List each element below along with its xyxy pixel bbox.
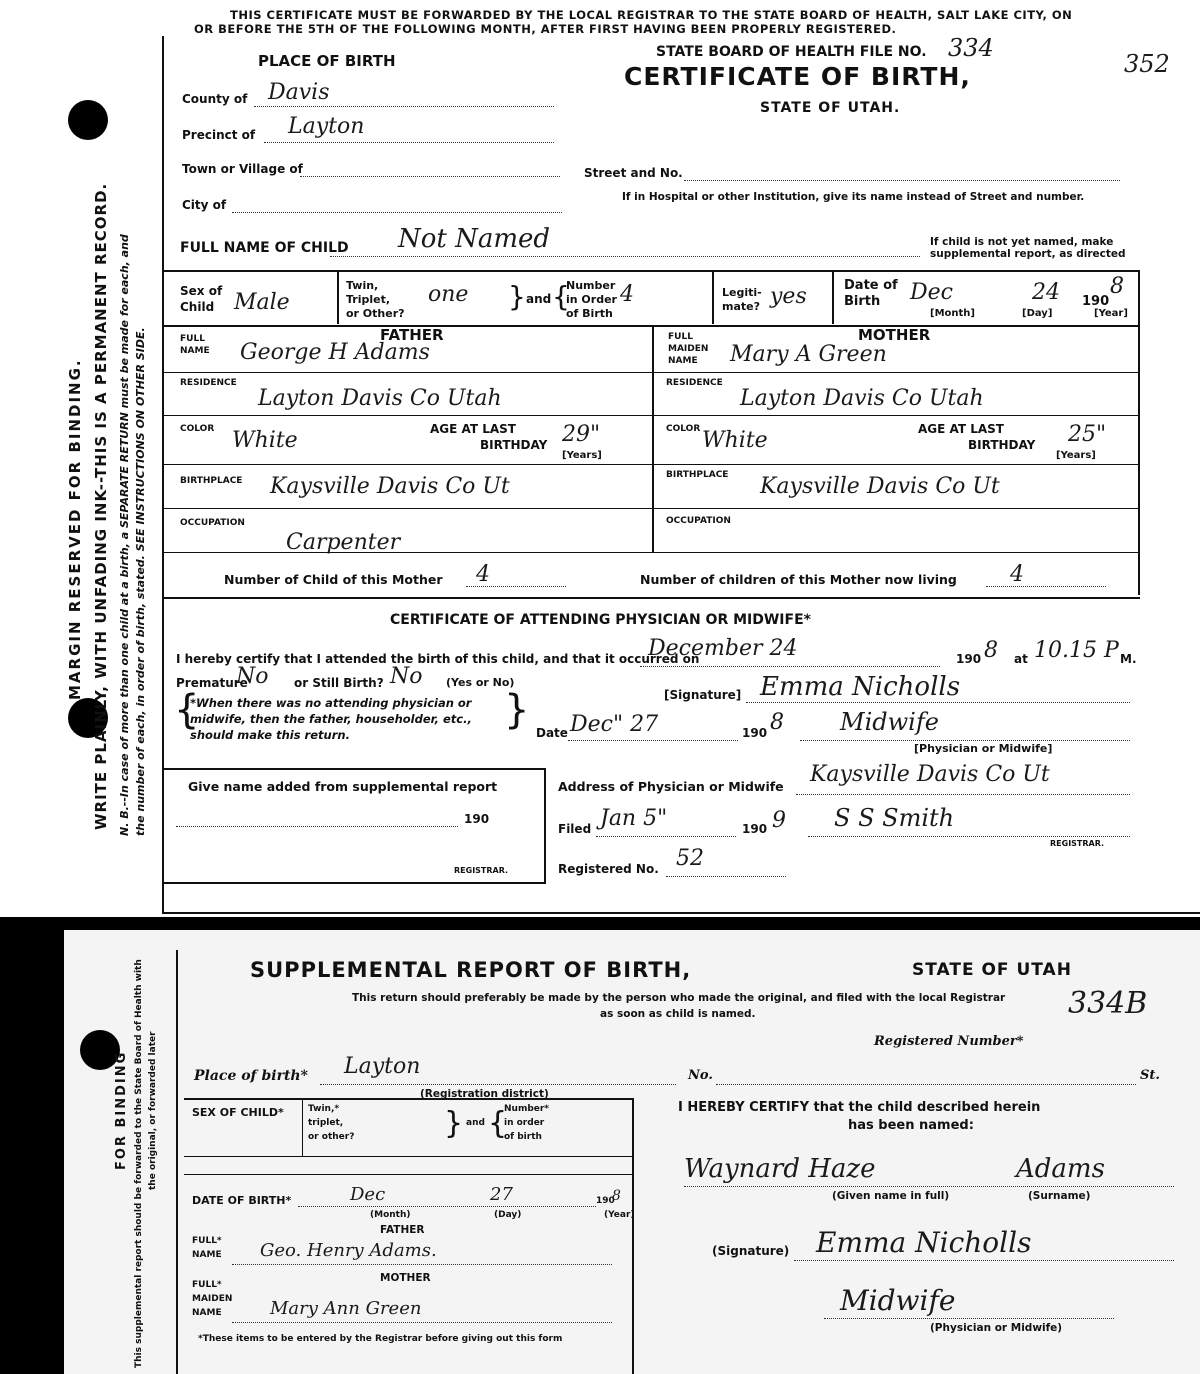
supplemental-state: STATE OF UTAH <box>912 960 1072 980</box>
twin-value: one <box>428 282 469 307</box>
father-color-value: White <box>232 428 298 453</box>
sex-label: Child <box>180 300 215 314</box>
occurred-date: December 24 <box>648 636 798 661</box>
city-label: City of <box>182 198 227 212</box>
given-caption: (Given name in full) <box>832 1190 950 1202</box>
surname-value: Adams <box>1016 1154 1105 1184</box>
date-label: Date <box>536 726 568 740</box>
father-name-label: FULL <box>180 334 205 344</box>
and-label: and <box>526 292 552 306</box>
certify-text: has been named: <box>848 1118 974 1133</box>
place-heading: PLACE OF BIRTH <box>258 52 396 70</box>
mother-occupation-label: OCCUPATION <box>666 516 731 526</box>
father-residence-value: Layton Davis Co Utah <box>258 386 502 411</box>
no-label: No. <box>688 1068 713 1083</box>
filed-label: Filed <box>558 822 592 836</box>
dob-day: 24 <box>1032 280 1060 305</box>
street-label: Street and No. <box>584 166 683 180</box>
day-caption: [Day] <box>1022 308 1053 319</box>
registrar-caption: REGISTRAR. <box>1050 839 1105 848</box>
precinct-value: Layton <box>288 114 365 139</box>
twin-label: triplet, <box>308 1118 344 1128</box>
header-instruction: THIS CERTIFICATE MUST BE FORWARDED BY THE LOCAL REGISTRAR TO THE STATE BOARD OF HEALTH, SALT LAKE CITY, ON <box>230 8 1073 22</box>
and-label: and <box>466 1118 485 1128</box>
given-name-value: Waynard Haze <box>684 1154 876 1184</box>
years-caption: [Years] <box>562 450 602 461</box>
twin-label: Triplet, <box>346 293 391 306</box>
certificate-title: CERTIFICATE OF BIRTH, <box>624 62 971 91</box>
margin-number: 334B <box>1068 986 1148 1021</box>
file-no-label: STATE BOARD OF HEALTH FILE NO. <box>656 44 927 60</box>
twin-label: Twin, <box>346 279 379 292</box>
town-label: Town or Village of <box>182 162 303 176</box>
stillbirth-value: No <box>390 664 423 689</box>
hospital-note: If in Hospital or other Institution, give its name instead of Street and number. <box>622 191 1085 203</box>
file-no-value: 334 <box>948 34 994 62</box>
registered-label: Registered No. <box>558 862 659 876</box>
title-caption: (Physician or Midwife) <box>930 1322 1063 1334</box>
mother-age-label: BIRTHDAY <box>968 438 1036 452</box>
mother-label: NAME <box>192 1308 222 1318</box>
order-label: Number <box>566 279 616 292</box>
father-birthplace-value: Kaysville Davis Co Ut <box>270 474 510 499</box>
year-prefix: 190 <box>742 726 768 740</box>
physician-title: Midwife <box>840 708 939 736</box>
father-age-label: AGE AT LAST <box>430 422 516 436</box>
month-caption: [Month] <box>930 308 975 319</box>
order-label: in Order <box>566 293 617 306</box>
father-name-label: NAME <box>180 346 210 356</box>
binding-hole <box>68 100 108 140</box>
sex-label: SEX OF CHILD* <box>192 1106 284 1119</box>
legit-label: Legiti- <box>722 286 762 299</box>
intro-text: This return should preferably be made by the person who made the original, and filed with the local Registrar <box>352 992 1006 1004</box>
not-named-note: supplemental report, as directed <box>930 248 1126 260</box>
year-prefix: 190 <box>742 822 768 836</box>
twin-label: or Other? <box>346 307 405 320</box>
number-label: of birth <box>504 1132 542 1142</box>
margin-warning: WRITE PLAINLY, WITH UNFADING INK--THIS IS A PERMANENT RECORD. <box>92 182 110 830</box>
sex-label: Sex of <box>180 284 223 298</box>
supp-year: 190 <box>464 812 490 826</box>
legit-value: yes <box>770 284 807 309</box>
dob-label: DATE OF BIRTH* <box>192 1194 292 1207</box>
mother-heading: MOTHER <box>380 1272 431 1284</box>
margin-instruction: N. B.--In case of more than one child at a birth, a SEPARATE RETURN must be made for each, and <box>118 234 131 836</box>
margin-number: 352 <box>1124 50 1170 78</box>
margin-instruction: This supplemental report should be forwarded to the State Board of Health with <box>134 959 144 1368</box>
time-value: 10.15 P <box>1034 638 1119 663</box>
yesno-label: (Yes or No) <box>446 676 515 689</box>
mother-name-label: NAME <box>668 356 698 366</box>
dob-year-suffix: 8 <box>1110 274 1124 299</box>
day-caption: (Day) <box>494 1210 522 1220</box>
birth-certificate: MARGIN RESERVED FOR BINDING. WRITE PLAINLY, WITH UNFADING INK--THIS IS A PERMANENT RECORD. N. B.--In case of more than one child at a birth, a SEPARATE RETURN must be made for each, and the number of each, in order of birth, stated. SEE INSTRUCTIONS ON OTHER SIDE. THIS CERTIFICATE MUST BE FORWARDED BY THE LOCAL REGISTRAR TO THE STATE BOARD OF HEALTH, SALT LAKE CITY, ON OR BEFORE THE 5TH OF THE FOLLOWING MONTH, AFTER FIRST HAVING BEEN PROPERLY REGISTERED. PLACE OF BIRTH STATE BOARD OF HEALTH FILE NO. 334 352 CERTIFICATE OF BIRTH, STATE OF UTAH. County of Davis Precinct of Layton Town or Village of City of Street and No. If in Hospital or other Institution, give its name instead of Street and number. FULL NAME OF CHILD Not Named If child is not yet named, make supplemental report, as directed Sex of Child Male Twin, Triplet, or Other? one } and { Number in Order of Birth 4 Legiti- mate? yes Date of Birth Dec 24 190 8 [Month] [Day] [Year] FATHER FULL NAME George H Adams RESIDENCE Layton Davis Co Utah COLOR White AGE AT LAST BIRTHDAY 29" [Years] BIRTHPLACE Kaysville Davis Co Ut OCCUPATION Carpenter MOTHER FULL MAIDEN NAME Mary A Green RESIDENCE Layton Davis Co Utah COLOR White AGE AT LAST BIRTHDAY 25" [Years] BIRTHPLACE Kaysville Davis Co Ut OCCUPATION Number of Child of this Mother 4 Number of children of this Mother now living 4 CERTIFICATE OF ATTENDING PHYSICIAN OR MIDWIFE* I hereby certify that I attended the birth of this child, and that it occurred on December 24 190 8 at 10.15 P M. Premature No or Still Birth? No (Yes or No) { } *When there was no attending physician or midwife, then the father, householder, etc., should make this return. [Signature] Emma Nicholls Date Dec" 27 190 8 Midwife [Physician or Midwife] Give name added from supplemental report 190 REGISTRAR. Address of Physician or Midwife Kaysville Davis Co Ut Filed Jan 5" 190 9 S S Smith REGISTRAR. Registered No. 52 <box>0 0 1200 917</box>
filed-date: Jan 5" <box>600 806 668 831</box>
mother-residence-value: Layton Davis Co Utah <box>740 386 984 411</box>
mother-name-value: Mary A Green <box>730 342 887 367</box>
mother-name-value: Mary Ann Green <box>270 1298 422 1319</box>
county-label: County of <box>182 92 248 106</box>
signature-value: Emma Nicholls <box>816 1226 1032 1259</box>
year-caption: [Year] <box>1094 308 1128 319</box>
father-occupation-value: Carpenter <box>286 530 401 555</box>
address-value: Kaysville Davis Co Ut <box>810 762 1050 787</box>
physician-signature: Emma Nicholls <box>760 672 961 702</box>
signature-label: [Signature] <box>664 688 742 702</box>
supplemental-title: SUPPLEMENTAL REPORT OF BIRTH, <box>250 958 692 982</box>
intro-text: as soon as child is named. <box>600 1008 756 1020</box>
margin-note: MARGIN RESERVED FOR BINDING. <box>66 358 84 700</box>
registered-number: 52 <box>676 846 704 871</box>
surname-caption: (Surname) <box>1028 1190 1091 1202</box>
sex-value: Male <box>234 290 290 315</box>
years-caption: [Years] <box>1056 450 1096 461</box>
certify-text: I HEREBY CERTIFY that the child described herein <box>678 1100 1041 1115</box>
at-label: at <box>1014 652 1028 666</box>
supplemental-report: FOR BINDING This supplemental report should be forwarded to the State Board of Health with the original, or forwarded later SUPPLEMENTAL REPORT OF BIRTH, STATE OF UTAH This return should preferably be made by the person who made the original, and filed with the local Registrar as soon as child is named. 334B Registered Number* Place of birth* Layton (Registration district) No. St. SEX OF CHILD* Twin,* triplet, or other? } and { Number* in order of birth DATE OF BIRTH* Dec 27 190 8 (Month) (Day) (Year) FATHER FULL* NAME Geo. Henry Adams. MOTHER FULL* MAIDEN NAME Mary Ann Green *These items to be entered by the Registrar before giving out this form I HEREBY CERTIFY that the child described herein has been named: Waynard Haze Adams (Given name in full) (Surname) (Signature) Emma Nicholls Midwife (Physician or Midwife) <box>64 930 1200 1374</box>
m-label: M. <box>1120 652 1137 666</box>
title-caption: [Physician or Midwife] <box>914 742 1053 755</box>
mother-name-label: FULL <box>668 332 693 342</box>
year-suffix: 9 <box>772 808 786 833</box>
father-age-value: 29" <box>562 422 601 447</box>
father-age-label: BIRTHDAY <box>480 438 548 452</box>
father-birthplace-label: BIRTHPLACE <box>180 476 243 486</box>
month-caption: (Month) <box>370 1210 411 1220</box>
year-prefix: 190 <box>596 1196 615 1206</box>
father-label: FULL* <box>192 1236 222 1246</box>
year-suffix: 8 <box>612 1188 621 1204</box>
precinct-label: Precinct of <box>182 128 256 142</box>
mother-color-value: White <box>702 428 768 453</box>
address-label: Address of Physician or Midwife <box>558 779 784 794</box>
number-label: Number* <box>504 1104 550 1114</box>
mother-birthplace-value: Kaysville Davis Co Ut <box>760 474 1000 499</box>
dob-month: Dec <box>350 1184 386 1205</box>
year-prefix: 190 <box>956 652 982 666</box>
father-name-value: George H Adams <box>240 340 430 365</box>
margin-instruction: the original, or forwarded later <box>148 1031 158 1190</box>
mother-label: MAIDEN <box>192 1294 233 1304</box>
twin-label: or other? <box>308 1132 355 1142</box>
dob-month: Dec <box>910 280 953 305</box>
mother-birthplace-label: BIRTHPLACE <box>666 470 729 480</box>
legit-label: mate? <box>722 300 760 313</box>
certify-text: I hereby certify that I attended the birth of this child, and that it occurred on <box>176 652 700 666</box>
place-value: Layton <box>344 1054 421 1079</box>
order-value: 4 <box>620 282 634 307</box>
stillbirth-label: or Still Birth? <box>294 676 384 690</box>
year-suffix: 8 <box>984 638 998 663</box>
year-caption: (Year) <box>604 1210 635 1220</box>
mother-age-value: 25" <box>1068 422 1107 447</box>
dob-label: Birth <box>844 294 881 309</box>
county-value: Davis <box>268 80 330 105</box>
premature-label: Premature <box>176 676 248 690</box>
certificate-subtitle: STATE OF UTAH. <box>760 100 901 116</box>
child-number-value: 4 <box>476 562 490 587</box>
margin-instruction: the number of each, in order of birth, stated. SEE INSTRUCTIONS ON OTHER SIDE. <box>134 327 147 836</box>
living-value: 4 <box>1010 562 1024 587</box>
father-name-value: Geo. Henry Adams. <box>260 1240 437 1261</box>
year-suffix: 8 <box>770 710 784 735</box>
registrar-signature: S S Smith <box>834 804 955 832</box>
premature-value: No <box>236 664 269 689</box>
child-number-label: Number of Child of this Mother <box>224 572 443 587</box>
child-name-label: FULL NAME OF CHILD <box>180 240 349 256</box>
dob-label: Date of <box>844 278 898 293</box>
footnote: *These items to be entered by the Registrar before giving out this form <box>198 1334 563 1344</box>
physician-heading: CERTIFICATE OF ATTENDING PHYSICIAN OR MIDWIFE* <box>390 612 811 628</box>
number-label: in order <box>504 1118 545 1128</box>
physician-title: Midwife <box>840 1284 956 1317</box>
father-color-label: COLOR <box>180 424 215 434</box>
child-name-value: Not Named <box>398 224 551 254</box>
physician-note: midwife, then the father, householder, etc., <box>190 712 472 726</box>
twin-label: Twin,* <box>308 1104 340 1114</box>
physician-note: should make this return. <box>190 728 350 742</box>
registrar-caption: REGISTRAR. <box>454 866 509 875</box>
mother-color-label: COLOR <box>666 424 701 434</box>
physician-note: *When there was no attending physician or <box>190 696 472 710</box>
father-label: NAME <box>192 1250 222 1260</box>
place-label: Place of birth* <box>194 1068 308 1084</box>
registered-label: Registered Number* <box>874 1034 1024 1049</box>
living-label: Number of children of this Mother now living <box>640 572 957 587</box>
not-named-note: If child is not yet named, make <box>930 236 1114 248</box>
st-label: St. <box>1140 1068 1160 1083</box>
supplemental-label: Give name added from supplemental report <box>188 779 498 794</box>
dob-year-prefix: 190 <box>1082 294 1110 309</box>
mother-age-label: AGE AT LAST <box>918 422 1004 436</box>
signed-date: Dec" 27 <box>570 712 659 737</box>
mother-name-label: MAIDEN <box>668 344 709 354</box>
margin-note: FOR BINDING <box>114 1050 129 1170</box>
header-instruction: OR BEFORE THE 5TH OF THE FOLLOWING MONTH, AFTER FIRST HAVING BEEN PROPERLY REGISTERED. <box>194 22 897 36</box>
mother-residence-label: RESIDENCE <box>666 378 723 388</box>
father-heading: FATHER <box>380 1224 425 1236</box>
signature-label: (Signature) <box>712 1244 790 1258</box>
order-label: of Birth <box>566 307 613 320</box>
mother-heading: MOTHER <box>858 326 931 344</box>
father-residence-label: RESIDENCE <box>180 378 237 388</box>
dob-day: 27 <box>490 1184 513 1205</box>
district-caption: (Registration district) <box>420 1088 549 1100</box>
mother-label: FULL* <box>192 1280 222 1290</box>
father-occupation-label: OCCUPATION <box>180 518 245 528</box>
father-heading: FATHER <box>380 326 444 344</box>
